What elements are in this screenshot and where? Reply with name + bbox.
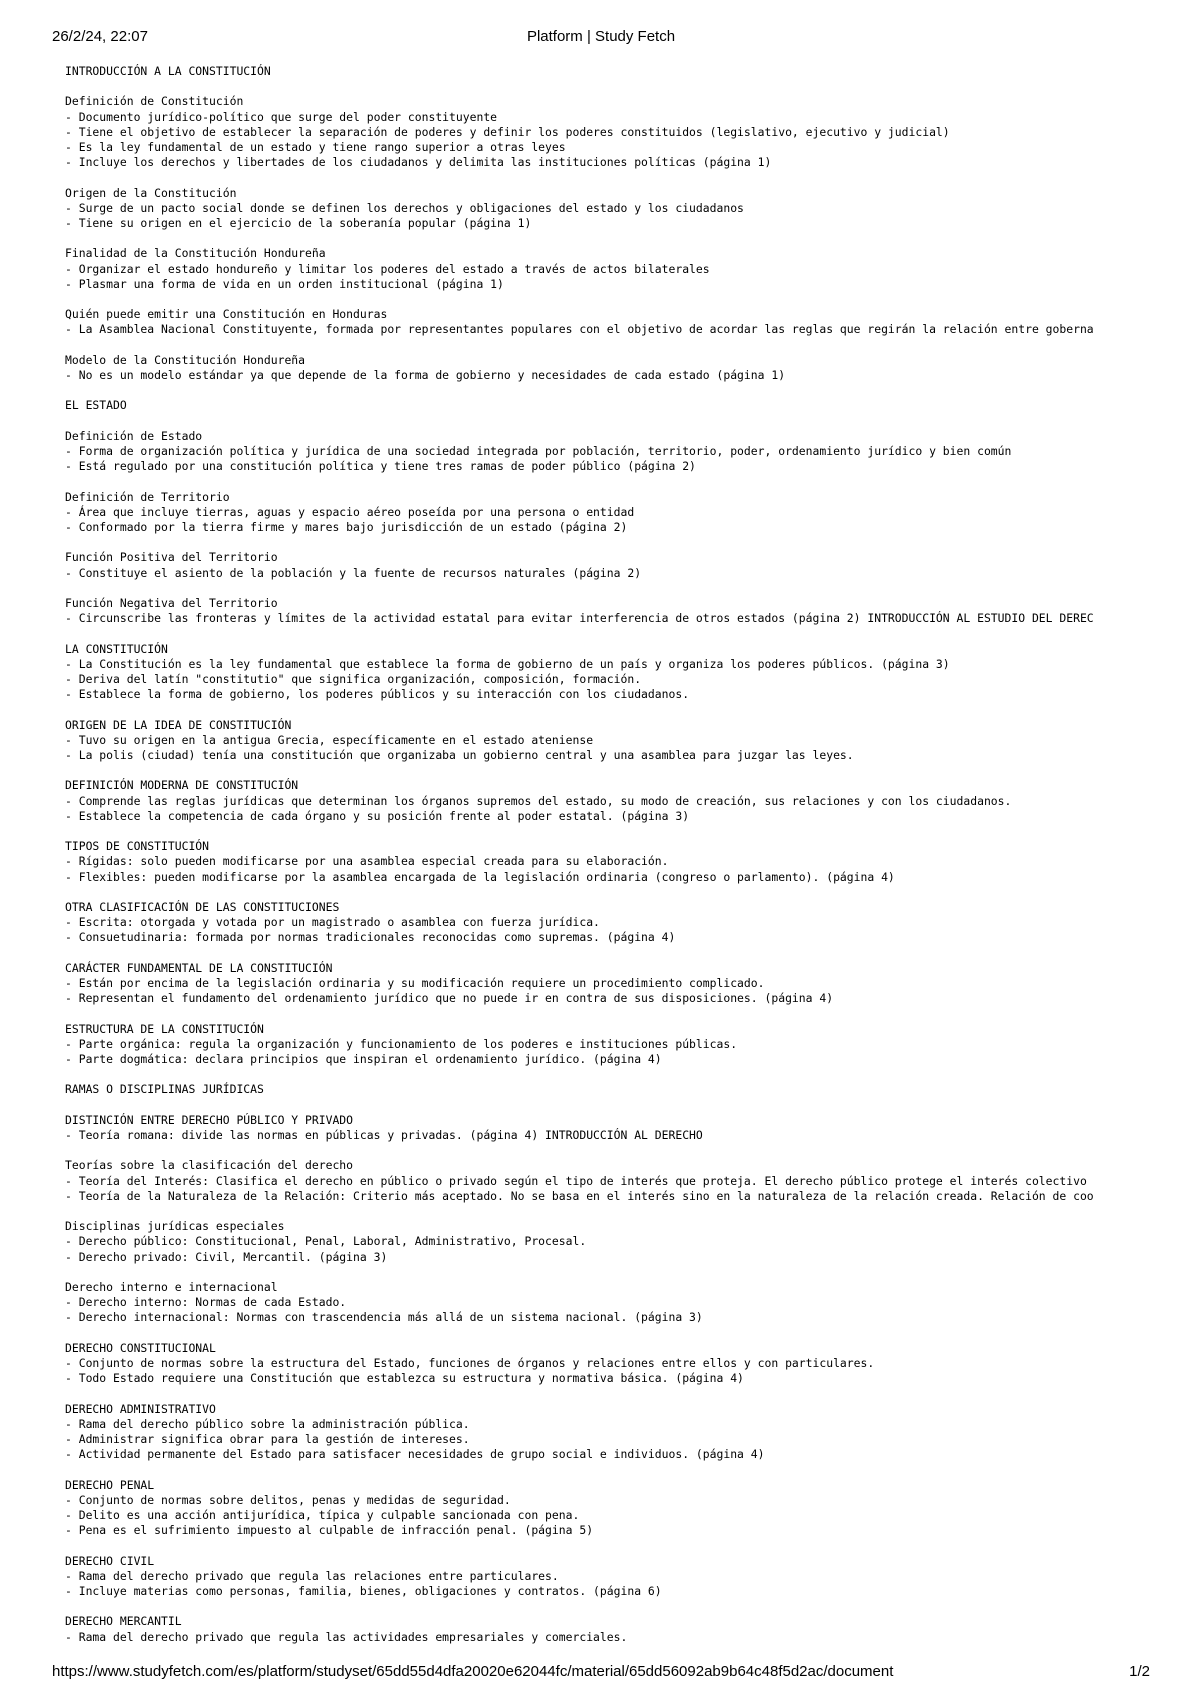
bullet-line: - Teoría del Interés: Clasifica el derecho en público o privado según el tipo de interés que proteja. El derecho público protege el interés colectivo — [65, 1173, 1087, 1188]
section-heading: Modelo de la Constitución Hondureña — [65, 352, 306, 367]
document-section — [65, 1478, 1155, 1539]
document-section — [65, 429, 1155, 475]
document-section — [65, 550, 1155, 580]
print-date: 26/2/24, 22:07 — [52, 28, 148, 45]
bullet-line: - Surge de un pacto social donde se definen los derechos y obligaciones del estado y los ciudadanos — [65, 200, 744, 215]
document-section — [65, 1554, 1155, 1600]
bullet-line: - Establece la forma de gobierno, los poderes públicos y su interacción con los ciudadanos. — [65, 687, 690, 702]
bullet-line: - Establece la competencia de cada órgano y su posición frente al poder estatal. (página 3) — [65, 808, 690, 823]
section-heading: Función Negativa del Territorio — [65, 595, 278, 610]
print-url: https://www.studyfetch.com/es/platform/studyset/65dd55d4dfa20020e62044fc/material/65dd56092ab9b64c48f5d2ac/document — [52, 1663, 894, 1680]
bullet-line: - Delito es una acción antijurídica, típica y culpable sancionada con pena. — [65, 1507, 580, 1522]
bullet-line: - Plasmar una forma de vida en un orden institucional (página 1) — [65, 276, 504, 291]
bullet-line: - Teoría de la Naturaleza de la Relación: Criterio más aceptado. No se basa en el interés sino en la naturaleza de la relación creada. Relación de coo — [65, 1188, 1094, 1203]
section-heading: ORIGEN DE LA IDEA DE CONSTITUCIÓN — [65, 717, 292, 732]
bullet-line: - Teoría romana: divide las normas en públicas y privadas. (página 4) INTRODUCCIÓN AL DERECHO — [65, 1127, 703, 1142]
section-heading: OTRA CLASIFICACIÓN DE LAS CONSTITUCIONES — [65, 899, 340, 914]
print-header — [52, 28, 1150, 50]
bullet-line: - La polis (ciudad) tenía una constitución que organizaba un gobierno central y una asamblea para juzgar las leyes. — [65, 747, 854, 762]
section-heading: TIPOS DE CONSTITUCIÓN — [65, 839, 210, 854]
bullet-line: - Representan el fundamento del ordenamiento jurídico que no puede ir en contra de sus disposiciones. (página 4) — [65, 991, 834, 1006]
document-section — [65, 961, 1155, 1007]
section-heading: LA CONSTITUCIÓN — [65, 641, 168, 656]
bullet-line: - Actividad permanente del Estado para satisfacer necesidades de grupo social e individuos. (página 4) — [65, 1447, 765, 1462]
bullet-line: - Conformado por la tierra firme y mares bajo jurisdicción de un estado (página 2) — [65, 519, 628, 534]
document-section — [65, 490, 1155, 536]
bullet-line: - Están por encima de la legislación ordinaria y su modificación requiere un procedimiento complicado. — [65, 975, 765, 990]
section-heading: RAMAS O DISCIPLINAS JURÍDICAS — [65, 1082, 264, 1097]
bullet-line: - Conjunto de normas sobre la estructura del Estado, funciones de órganos y relaciones entre ellos y con particulares. — [65, 1355, 875, 1370]
section-heading: DERECHO CIVIL — [65, 1553, 155, 1568]
document-section — [65, 1341, 1155, 1387]
document-body — [65, 64, 1155, 1654]
document-section — [65, 642, 1155, 703]
section-heading: Derecho interno e internacional — [65, 1279, 278, 1294]
bullet-line: - Forma de organización política y jurídica de una sociedad integrada por población, territorio, poder, ordenamiento jurídico y bien común — [65, 443, 1012, 458]
bullet-line: - Organizar el estado hondureño y limitar los poderes del estado a través de actos bilaterales — [65, 261, 710, 276]
document-section — [65, 1614, 1155, 1644]
print-page-title: Platform | Study Fetch — [526, 28, 676, 45]
bullet-line: - Derecho público: Constitucional, Penal, Laboral, Administrativo, Procesal. — [65, 1234, 587, 1249]
document-section — [65, 1280, 1155, 1326]
section-heading: Finalidad de la Constitución Hondureña — [65, 246, 326, 261]
bullet-line: - Pena es el sufrimiento impuesto al culpable de infracción penal. (página 5) — [65, 1523, 594, 1538]
document-section — [65, 398, 1155, 413]
document-section — [65, 94, 1155, 170]
bullet-line: - Consuetudinaria: formada por normas tradicionales reconocidas como supremas. (página 4) — [65, 930, 676, 945]
section-heading: Origen de la Constitución — [65, 185, 237, 200]
bullet-line: - Constituye el asiento de la población y la fuente de recursos naturales (página 2) — [65, 565, 642, 580]
document-section — [65, 186, 1155, 232]
bullet-line: - Rama del derecho privado que regula las relaciones entre particulares. — [65, 1568, 559, 1583]
bullet-line: - Incluye los derechos y libertades de los ciudadanos y delimita las instituciones políticas (página 1) — [65, 155, 772, 170]
section-heading: DERECHO PENAL — [65, 1477, 155, 1492]
bullet-line: - Tuvo su origen en la antigua Grecia, específicamente en el estado ateniense — [65, 732, 594, 747]
section-heading: Función Positiva del Territorio — [65, 550, 278, 565]
document-section — [65, 307, 1155, 337]
bullet-line: - Tiene el objetivo de establecer la separación de poderes y definir los poderes constituidos (legislativo, ejecutivo y judicial) — [65, 124, 950, 139]
bullet-line: - Documento jurídico-político que surge del poder constituyente — [65, 109, 498, 124]
section-heading: Definición de Estado — [65, 428, 203, 443]
document-section — [65, 1113, 1155, 1143]
bullet-line: - Es la ley fundamental de un estado y tiene rango superior a otras leyes — [65, 140, 566, 154]
section-heading: ESTRUCTURA DE LA CONSTITUCIÓN — [65, 1021, 264, 1036]
section-heading: DISTINCIÓN ENTRE DERECHO PÚBLICO Y PRIVADO — [65, 1112, 354, 1127]
section-heading: INTRODUCCIÓN A LA CONSTITUCIÓN — [65, 64, 271, 78]
bullet-line: - Todo Estado requiere una Constitución que establezca su estructura y normativa básica. (página 4) — [65, 1371, 744, 1386]
section-heading: Disciplinas jurídicas especiales — [65, 1219, 285, 1234]
bullet-line: - Rígidas: solo pueden modificarse por una asamblea especial creada para su elaboración. — [65, 854, 669, 869]
bullet-line: - Rama del derecho privado que regula las actividades empresariales y comerciales. — [65, 1629, 628, 1644]
section-heading: Definición de Territorio — [65, 489, 230, 504]
bullet-line: - Administrar significa obrar para la gestión de intereses. — [65, 1431, 470, 1446]
section-heading: DEFINICIÓN MODERNA DE CONSTITUCIÓN — [65, 778, 299, 793]
document-section — [65, 778, 1155, 824]
document-section — [65, 900, 1155, 946]
bullet-line: - Parte dogmática: declara principios que inspiran el ordenamiento jurídico. (página 4) — [65, 1051, 662, 1066]
document-section — [65, 1082, 1155, 1097]
document-section — [65, 246, 1155, 292]
print-page-number: 1/2 — [1129, 1663, 1150, 1680]
section-heading: DERECHO ADMINISTRATIVO — [65, 1401, 216, 1416]
bullet-line: - Escrita: otorgada y votada por un magistrado o asamblea con fuerza jurídica. — [65, 915, 600, 930]
bullet-line: - Derecho privado: Civil, Mercantil. (página 3) — [65, 1249, 388, 1264]
bullet-line: - Comprende las reglas jurídicas que determinan los órganos supremos del estado, su modo de creación, sus relaciones y con los ciudadanos. — [65, 793, 1012, 808]
bullet-line: - Incluye materias como personas, familia, bienes, obligaciones y contratos. (página 6) — [65, 1583, 662, 1598]
document-section — [65, 839, 1155, 885]
document-section — [65, 64, 1155, 79]
bullet-line: - Parte orgánica: regula la organización y funcionamiento de los poderes e instituciones públicas. — [65, 1036, 738, 1051]
document-section — [65, 718, 1155, 764]
section-heading: EL ESTADO — [65, 398, 127, 413]
bullet-line: - Está regulado por una constitución política y tiene tres ramas de poder público (página 2) — [65, 459, 696, 474]
section-heading: Definición de Constitución — [65, 94, 244, 109]
bullet-line: - Derecho internacional: Normas con trascendencia más allá de un sistema nacional. (página 3) — [65, 1310, 703, 1325]
section-heading: DERECHO CONSTITUCIONAL — [65, 1340, 216, 1355]
document-section — [65, 1219, 1155, 1265]
bullet-line: - Derecho interno: Normas de cada Estado. — [65, 1295, 347, 1310]
document-section — [65, 353, 1155, 383]
bullet-line: - La Asamblea Nacional Constituyente, formada por representantes populares con el objetivo de acordar las reglas que regirán la relación entre goberna — [65, 322, 1094, 337]
bullet-line: - Rama del derecho público sobre la administración pública. — [65, 1416, 470, 1431]
section-heading: CARÁCTER FUNDAMENTAL DE LA CONSTITUCIÓN — [65, 960, 333, 975]
section-heading: Quién puede emitir una Constitución en Honduras — [65, 307, 388, 322]
document-section — [65, 1158, 1155, 1204]
section-heading: Teorías sobre la clasificación del derecho — [65, 1158, 354, 1173]
section-heading: DERECHO MERCANTIL — [65, 1614, 182, 1629]
document-section — [65, 596, 1155, 626]
document-section — [65, 1402, 1155, 1463]
bullet-line: - Circunscribe las fronteras y límites de la actividad estatal para evitar interferencia de otros estados (página 2) INTRODUCCIÓN AL ESTUDIO DEL DEREC — [65, 611, 1094, 626]
bullet-line: - Deriva del latín "constitutio" que significa organización, composición, formación. — [65, 671, 642, 686]
bullet-line: - Conjunto de normas sobre delitos, penas y medidas de seguridad. — [65, 1492, 511, 1507]
print-footer — [52, 1663, 1150, 1685]
bullet-line: - La Constitución es la ley fundamental que establece la forma de gobierno de un país y organiza los poderes públicos. (página 3) — [65, 656, 950, 671]
document-section — [65, 1022, 1155, 1068]
bullet-line: - Área que incluye tierras, aguas y espacio aéreo poseída por una persona o entidad — [65, 504, 635, 519]
bullet-line: - Tiene su origen en el ejercicio de la soberanía popular (página 1) — [65, 216, 532, 230]
bullet-line: - Flexibles: pueden modificarse por la asamblea encargada de la legislación ordinaria (congreso o parlamento). (página 4) — [65, 869, 895, 884]
bullet-line: - No es un modelo estándar ya que depende de la forma de gobierno y necesidades de cada estado (página 1) — [65, 367, 786, 382]
